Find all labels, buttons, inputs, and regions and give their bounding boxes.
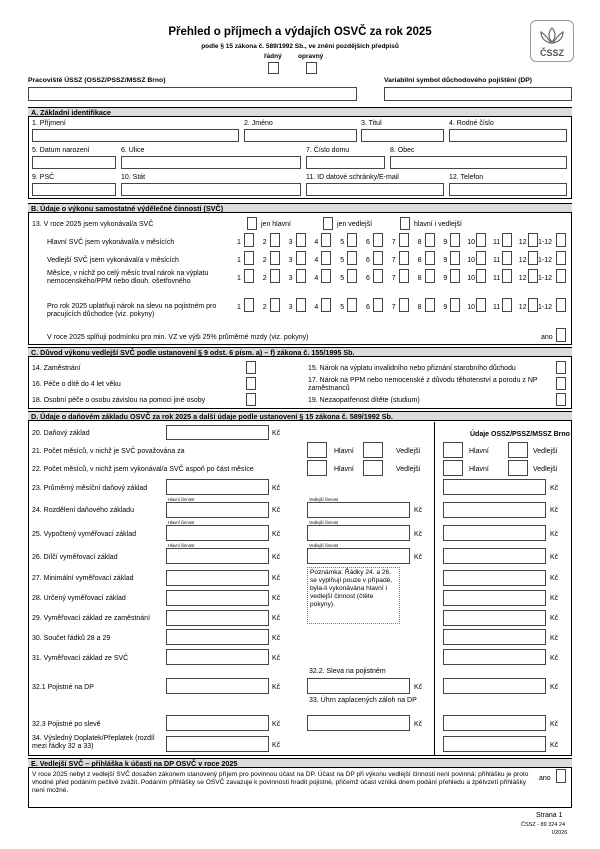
month-checkbox-nemoc-9[interactable] bbox=[450, 269, 460, 283]
row27-sssz-kc: Kč bbox=[550, 575, 559, 582]
input-obec[interactable] bbox=[390, 156, 567, 169]
month-label: 3 bbox=[288, 239, 293, 246]
month-checkbox-vedlejsi-10[interactable] bbox=[476, 251, 486, 265]
month-checkbox-sleva-11[interactable] bbox=[502, 298, 512, 312]
row24-vedlejsi-kc: Kč bbox=[414, 507, 423, 514]
row25-vedlejsi-kc: Kč bbox=[414, 531, 423, 538]
month-checkbox-hlavni-11[interactable] bbox=[502, 233, 512, 247]
input-row26-hlavni[interactable] bbox=[166, 548, 269, 564]
label-opravny: opravný bbox=[298, 53, 324, 60]
all-months-label: 1-12 bbox=[538, 239, 553, 246]
month-checkbox-vedlejsi-6[interactable] bbox=[373, 251, 383, 265]
month-label: 2 bbox=[262, 304, 267, 311]
row26-hlavni-kc: Kč bbox=[272, 554, 281, 561]
field-label-jmeno: 2. Jméno bbox=[244, 120, 273, 127]
input-row22-vedlejsi[interactable] bbox=[363, 460, 383, 476]
row18-label: 18. Osobní péče o osobu závislou na pomoci jiné osoby bbox=[32, 397, 206, 404]
month-label: 4 bbox=[314, 275, 319, 282]
note-text: Poznámka: Řádky 24. a 26. se vyplňují pouze v případě, byla-li vykonávána hlavní i vedlejší činnost (čtěte pokyny). bbox=[310, 569, 393, 609]
row21-sssz-vedlejsi-label: Vedlejší bbox=[533, 448, 558, 455]
month-checkbox-nemoc-4[interactable] bbox=[321, 269, 331, 283]
row27-kc: Kč bbox=[272, 575, 281, 582]
row24-small-hlavni: Hlavní činnost bbox=[168, 497, 195, 502]
input-row22-hlavni[interactable] bbox=[307, 460, 327, 476]
checkbox-row15[interactable] bbox=[556, 361, 566, 374]
input-row22-sssz-vedlejsi[interactable] bbox=[508, 460, 528, 476]
cssz-logo-text: ČSSZ bbox=[539, 48, 564, 58]
checkbox-jen-hlavni[interactable] bbox=[247, 217, 257, 230]
label-radny: řádný bbox=[264, 53, 282, 60]
row22-sssz-vedlejsi-label: Vedlejší bbox=[533, 466, 558, 473]
month-checkbox-nemoc-2[interactable] bbox=[270, 269, 280, 283]
row32-1-label: 32.1 Pojistné na DP bbox=[32, 684, 94, 691]
row33-label: 33. Úhrn zaplacených záloh na DP bbox=[309, 697, 417, 704]
all-months-label: 1-12 bbox=[538, 304, 553, 311]
input-row23-sssz[interactable] bbox=[443, 479, 546, 495]
input-telefon[interactable] bbox=[449, 183, 567, 196]
field-label-obec: 8. Obec bbox=[390, 147, 415, 154]
row-nemoc-label: Měsíce, v nichž po celý měsíc trval nárok na výplatu nemocenského/PPM nebo dlouh. ošetřovného bbox=[47, 270, 209, 286]
footer-code: ČSSZ - 89 324 24 bbox=[521, 822, 566, 828]
month-checkbox-nemoc-12[interactable] bbox=[528, 269, 538, 283]
cssz-logo-mark-icon bbox=[531, 24, 573, 48]
row26-sssz-kc: Kč bbox=[550, 554, 559, 561]
month-checkbox-vedlejsi-1[interactable] bbox=[244, 251, 254, 265]
month-label: 8 bbox=[417, 275, 422, 282]
varsym-label: Variabilní symbol důchodového pojištění (DP) bbox=[384, 77, 533, 84]
checkbox-jen-vedlejsi[interactable] bbox=[323, 217, 333, 230]
month-label: 5 bbox=[340, 304, 345, 311]
section-c-header: C. Důvod výkonu vedlejší SVČ podle ustanovení § 9 odst. 6 písm. a) – f) zákona č. 155/1995 Sb. bbox=[28, 347, 572, 357]
month-label: 5 bbox=[340, 257, 345, 264]
varsym-input[interactable] bbox=[384, 87, 572, 101]
all-months-checkbox-hlavni[interactable] bbox=[556, 233, 566, 247]
label-jen-hlavni: jen hlavní bbox=[261, 221, 291, 228]
footer-page: Strana 1 bbox=[536, 812, 563, 819]
month-checkbox-sleva-1[interactable] bbox=[244, 298, 254, 312]
form-title: Přehled o příjmech a výdajích OSVČ za rok 2025 bbox=[168, 26, 432, 38]
field-label-cislo-domu: 7. Číslo domu bbox=[306, 147, 350, 154]
row23-kc: Kč bbox=[272, 485, 281, 492]
input-stat[interactable] bbox=[121, 183, 301, 196]
field-label-datum-narozeni: 5. Datum narození bbox=[32, 147, 90, 154]
checkbox-row14[interactable] bbox=[246, 361, 256, 374]
month-checkbox-hlavni-10[interactable] bbox=[476, 233, 486, 247]
row31-kc: Kč bbox=[272, 655, 281, 662]
row21-hlavni-label: Hlavní bbox=[334, 448, 354, 455]
row22-label: 22. Počet měsíců, v nichž jsem vykonával/a SVČ aspoň po část měsíce bbox=[32, 466, 254, 473]
row31-sssz-kc: Kč bbox=[550, 655, 559, 662]
month-checkbox-vedlejsi-11[interactable] bbox=[502, 251, 512, 265]
row30-kc: Kč bbox=[272, 635, 281, 642]
month-checkbox-sleva-12[interactable] bbox=[528, 298, 538, 312]
vz-note: V roce 2025 splňuji podmínku pro min. VZ ve výši 25% průměrné mzdy (viz. pokyny) bbox=[47, 334, 309, 341]
month-label: 10 bbox=[467, 257, 475, 264]
month-label: 5 bbox=[340, 239, 345, 246]
input-ulice[interactable] bbox=[121, 156, 301, 169]
input-row32-3[interactable] bbox=[166, 715, 269, 731]
row24-hlavni-kc: Kč bbox=[272, 507, 281, 514]
input-titul[interactable] bbox=[361, 129, 444, 142]
row22-vedlejsi-label: Vedlejší bbox=[396, 466, 421, 473]
month-checkbox-nemoc-5[interactable] bbox=[347, 269, 357, 283]
footer-version: I/2026 bbox=[552, 830, 568, 836]
month-label: 10 bbox=[467, 239, 475, 246]
input-row24-sssz[interactable] bbox=[443, 502, 546, 518]
month-checkbox-hlavni-9[interactable] bbox=[450, 233, 460, 247]
checkbox-opravny[interactable] bbox=[306, 62, 317, 74]
row26-label: 26. Dílčí vyměřovací základ bbox=[32, 554, 118, 561]
month-checkbox-nemoc-11[interactable] bbox=[502, 269, 512, 283]
month-checkbox-vedlejsi-4[interactable] bbox=[321, 251, 331, 265]
row28-sssz-kc: Kč bbox=[550, 595, 559, 602]
input-row33[interactable] bbox=[307, 715, 410, 731]
input-row27-sssz[interactable] bbox=[443, 570, 546, 586]
workplace-label: Pracoviště ÚSSZ (OSSZ/PSSZ/MSSZ Brno) bbox=[28, 77, 166, 84]
input-row30-sssz[interactable] bbox=[443, 629, 546, 645]
month-checkbox-hlavni-1[interactable] bbox=[244, 233, 254, 247]
month-checkbox-nemoc-3[interactable] bbox=[296, 269, 306, 283]
month-label: 4 bbox=[314, 239, 319, 246]
input-row31-sssz[interactable] bbox=[443, 649, 546, 665]
row19-label: 19. Nezaopatřenost dítěte (studium) bbox=[308, 397, 420, 404]
row26-small-hlavni: Hlavní činnost bbox=[168, 543, 195, 548]
input-row21-sssz-hlavni[interactable] bbox=[443, 442, 463, 458]
row33-kc: Kč bbox=[414, 721, 423, 728]
checkbox-row18[interactable] bbox=[246, 393, 256, 406]
month-label: 7 bbox=[391, 275, 396, 282]
row32-1-kc: Kč bbox=[272, 684, 281, 691]
month-label: 3 bbox=[288, 257, 293, 264]
input-row28-sssz[interactable] bbox=[443, 590, 546, 606]
input-row23[interactable] bbox=[166, 479, 269, 495]
row29-label: 29. Vyměřovací základ ze zaměstnání bbox=[32, 615, 151, 622]
row30-label: 30. Součet řádků 28 a 29 bbox=[32, 635, 111, 642]
month-label: 2 bbox=[262, 257, 267, 264]
input-row26-sssz[interactable] bbox=[443, 548, 546, 564]
month-checkbox-nemoc-1[interactable] bbox=[244, 269, 254, 283]
field-label-telefon: 12. Telefon bbox=[449, 174, 484, 181]
month-label: 11 bbox=[493, 239, 501, 246]
all-months-label: 1-12 bbox=[538, 257, 553, 264]
row-hlavni-label: Hlavní SVČ jsem vykonával/a v měsících bbox=[47, 239, 175, 246]
row26-vedlejsi-kc: Kč bbox=[414, 554, 423, 561]
section-b-header: B. Údaje o výkonu samostatné výdělečné činnosti (SVČ) bbox=[28, 203, 572, 213]
sssz-column-title: Údaje OSSZ/PSSZ/MSSZ Brno bbox=[470, 431, 570, 438]
section-e-ano-label: ano bbox=[539, 775, 551, 782]
row30-sssz-kc: Kč bbox=[550, 635, 559, 642]
input-row24-vedlejsi[interactable] bbox=[307, 502, 410, 518]
row31-label: 31. Vyměřovací základ ze SVČ bbox=[32, 655, 129, 662]
input-row26-vedlejsi[interactable] bbox=[307, 548, 410, 564]
row16-label: 16. Péče o dítě do 4 let věku bbox=[32, 381, 121, 388]
input-row21-vedlejsi[interactable] bbox=[363, 442, 383, 458]
input-rodne-cislo[interactable] bbox=[449, 129, 567, 142]
row33-sssz-kc: Kč bbox=[550, 721, 559, 728]
input-row34-sssz[interactable] bbox=[443, 736, 546, 752]
month-label: 11 bbox=[493, 275, 501, 282]
row24-label: 24. Rozdělení daňového základu bbox=[32, 507, 134, 514]
row15-label: 15. Nárok na výplatu invalidního nebo přiznání starobního důchodu bbox=[308, 365, 516, 372]
row32-3-label: 32.3 Pojistné po slevě bbox=[32, 721, 101, 728]
row29-sssz-kc: Kč bbox=[550, 615, 559, 622]
month-label: 8 bbox=[417, 304, 422, 311]
month-label: 10 bbox=[467, 275, 475, 282]
month-label: 6 bbox=[366, 304, 370, 311]
input-jmeno[interactable] bbox=[244, 129, 357, 142]
month-checkbox-sleva-9[interactable] bbox=[450, 298, 460, 312]
month-label: 1 bbox=[237, 257, 241, 264]
row23-sssz-kc: Kč bbox=[550, 485, 559, 492]
month-checkbox-hlavni-7[interactable] bbox=[399, 233, 409, 247]
month-checkbox-vedlejsi-8[interactable] bbox=[425, 251, 435, 265]
row21-vedlejsi-label: Vedlejší bbox=[396, 448, 421, 455]
input-cislo-domu[interactable] bbox=[306, 156, 385, 169]
field-label-psc: 9. PSČ bbox=[32, 174, 55, 181]
month-checkbox-vedlejsi-2[interactable] bbox=[270, 251, 280, 265]
month-checkbox-sleva-8[interactable] bbox=[425, 298, 435, 312]
month-label: 8 bbox=[417, 239, 422, 246]
input-row25-sssz[interactable] bbox=[443, 525, 546, 541]
row23-label: 23. Průměrný měsíční daňový základ bbox=[32, 485, 148, 492]
month-checkbox-nemoc-6[interactable] bbox=[373, 269, 383, 283]
input-datum-narozeni[interactable] bbox=[32, 156, 116, 169]
row25-sssz-kc: Kč bbox=[550, 531, 559, 538]
row34-sssz-kc: Kč bbox=[550, 742, 559, 749]
month-checkbox-hlavni-12[interactable] bbox=[528, 233, 538, 247]
input-row33-sssz[interactable] bbox=[443, 715, 546, 731]
month-label: 6 bbox=[366, 275, 370, 282]
month-label: 11 bbox=[493, 304, 501, 311]
input-psc[interactable] bbox=[32, 183, 116, 196]
month-label: 7 bbox=[391, 239, 396, 246]
input-row25-vedlejsi[interactable] bbox=[307, 525, 410, 541]
row34-kc: Kč bbox=[272, 742, 281, 749]
all-months-label: 1-12 bbox=[538, 275, 553, 282]
month-checkbox-sleva-4[interactable] bbox=[321, 298, 331, 312]
row28-kc: Kč bbox=[272, 595, 281, 602]
section-d-divider bbox=[434, 422, 435, 756]
form-subtitle: podle § 15 zákona č. 589/1992 Sb., ve znění pozdějších předpisů bbox=[201, 43, 399, 50]
input-row24-hlavni[interactable] bbox=[166, 502, 269, 518]
month-checkbox-hlavni-8[interactable] bbox=[425, 233, 435, 247]
month-label: 9 bbox=[443, 275, 448, 282]
month-checkbox-sleva-6[interactable] bbox=[373, 298, 383, 312]
month-label: 8 bbox=[417, 257, 422, 264]
input-row21-hlavni[interactable] bbox=[307, 442, 327, 458]
field-label-prijmeni: 1. Příjmení bbox=[32, 120, 66, 127]
row20-label: 20. Daňový základ bbox=[32, 430, 90, 437]
section-a-header: A. Základní identifikace bbox=[28, 107, 572, 117]
row21-label: 21. Počet měsíců, v nichž je SVČ považována za bbox=[32, 448, 185, 455]
all-months-checkbox-nemoc[interactable] bbox=[556, 269, 566, 283]
checkbox-hlavni-i-vedlejsi[interactable] bbox=[400, 217, 410, 230]
month-label: 1 bbox=[237, 239, 241, 246]
vz-ano-label: ano bbox=[541, 334, 553, 341]
month-label: 3 bbox=[288, 304, 293, 311]
input-row21-sssz-vedlejsi[interactable] bbox=[508, 442, 528, 458]
month-label: 12 bbox=[518, 239, 527, 246]
row17-label: 17. Nárok na PPM nebo nemocenské z důvodu těhotenství a porodu z NP zaměstnanců bbox=[308, 377, 538, 393]
input-prijmeni[interactable] bbox=[32, 129, 239, 142]
row32-sssz-kc: Kč bbox=[550, 684, 559, 691]
row32-3-kc: Kč bbox=[272, 721, 281, 728]
field-label-rodne-cislo: 4. Rodné číslo bbox=[449, 120, 494, 127]
input-row29[interactable] bbox=[166, 610, 269, 626]
row21-sssz-hlavni-label: Hlavní bbox=[469, 448, 489, 455]
month-checkbox-vedlejsi-12[interactable] bbox=[528, 251, 538, 265]
input-row31[interactable] bbox=[166, 649, 269, 665]
checkbox-row16[interactable] bbox=[246, 377, 256, 390]
month-checkbox-vedlejsi-7[interactable] bbox=[399, 251, 409, 265]
row32-2-kc: Kč bbox=[414, 684, 423, 691]
row22-hlavni-label: Hlavní bbox=[334, 466, 354, 473]
row22-sssz-hlavni-label: Hlavní bbox=[469, 466, 489, 473]
input-row32-sssz[interactable] bbox=[443, 678, 546, 694]
month-label: 5 bbox=[340, 275, 345, 282]
input-row25-hlavni[interactable] bbox=[166, 525, 269, 541]
label-hlavni-i-vedlejsi: hlavní i vedlejší bbox=[414, 221, 462, 228]
checkbox-section-e-ano[interactable] bbox=[556, 769, 566, 783]
row20-kc: Kč bbox=[272, 430, 281, 437]
month-checkbox-sleva-2[interactable] bbox=[270, 298, 280, 312]
row-vedlejsi-label: Vedlejší SVČ jsem vykonával/a v měsících bbox=[47, 257, 179, 264]
row24-small-vedlejsi: Vedlejší činnost bbox=[309, 497, 339, 502]
section-d-header: D. Údaje o daňovém základu OSVČ za rok 2025 a další údaje podle ustanovení § 15 zákona č. 589/1992 Sb. bbox=[28, 411, 572, 421]
month-label: 4 bbox=[314, 304, 319, 311]
row13-label: 13. V roce 2025 jsem vykonával/a SVČ bbox=[32, 221, 154, 228]
input-datova-schranka[interactable] bbox=[306, 183, 444, 196]
input-row34[interactable] bbox=[166, 736, 269, 752]
month-label: 12 bbox=[518, 257, 527, 264]
all-months-checkbox-sleva[interactable] bbox=[556, 298, 566, 312]
row26-small-vedlejsi: Vedlejší činnost bbox=[309, 543, 339, 548]
month-checkbox-sleva-7[interactable] bbox=[399, 298, 409, 312]
row34-label: 34. Výsledný Doplatek/Přeplatek (rozdíl mezi řádky 32 a 33) bbox=[32, 735, 155, 751]
month-checkbox-nemoc-8[interactable] bbox=[425, 269, 435, 283]
field-label-datova-schranka: 11. ID datové schránky/E-mail bbox=[306, 174, 399, 181]
month-label: 10 bbox=[467, 304, 475, 311]
month-checkbox-hlavni-5[interactable] bbox=[347, 233, 357, 247]
row-sleva-label: Pro rok 2025 uplatňuji nárok na slevu na pojistném pro pracujících důchodce (viz. pokyny) bbox=[47, 303, 217, 319]
field-label-ulice: 6. Ulice bbox=[121, 147, 145, 154]
month-label: 1 bbox=[237, 304, 241, 311]
month-checkbox-vedlejsi-3[interactable] bbox=[296, 251, 306, 265]
input-row20[interactable] bbox=[166, 425, 269, 440]
checkbox-radny[interactable] bbox=[268, 62, 279, 74]
input-row32-1[interactable] bbox=[166, 678, 269, 694]
month-label: 7 bbox=[391, 304, 396, 311]
month-label: 9 bbox=[443, 257, 448, 264]
month-label: 7 bbox=[391, 257, 396, 264]
month-label: 11 bbox=[493, 257, 501, 264]
month-label: 6 bbox=[366, 239, 370, 246]
row24-sssz-kc: Kč bbox=[550, 507, 559, 514]
input-row22-sssz-hlavni[interactable] bbox=[443, 460, 463, 476]
row25-hlavni-kc: Kč bbox=[272, 531, 281, 538]
all-months-checkbox-vedlejsi[interactable] bbox=[556, 251, 566, 265]
month-checkbox-vedlejsi-9[interactable] bbox=[450, 251, 460, 265]
month-checkbox-hlavni-6[interactable] bbox=[373, 233, 383, 247]
section-e-text: V roce 2025 nebyl z vedlejší SVČ dosažen zákonem stanovený příjem pro povinnou účast na DP. Účast na DP při výkonu vedlejší činnosti není povinná; přihlášku je proto vhodné před podáním pečlivě zvážit. Podáním přihlášky se OSVČ zavazuje k povinnosti hradit pojistné, přičemž účast vzniká dnem podání přehledu a zpětvzetí přihlášky není možné. bbox=[32, 771, 529, 794]
month-checkbox-sleva-5[interactable] bbox=[347, 298, 357, 312]
month-label: 9 bbox=[443, 304, 448, 311]
row28-label: 28. Určený vyměřovací základ bbox=[32, 595, 126, 602]
input-row27[interactable] bbox=[166, 570, 269, 586]
checkbox-row19[interactable] bbox=[556, 393, 566, 406]
month-checkbox-hlavni-2[interactable] bbox=[270, 233, 280, 247]
row27-label: 27. Minimální vyměřovací základ bbox=[32, 575, 134, 582]
row29-kc: Kč bbox=[272, 615, 281, 622]
field-label-stat: 10. Stát bbox=[121, 174, 146, 181]
month-checkbox-hlavni-3[interactable] bbox=[296, 233, 306, 247]
field-label-titul: 3. Titul bbox=[361, 120, 382, 127]
row25-label: 25. Vypočtený vyměřovací základ bbox=[32, 531, 137, 538]
row25-small-hlavni: Hlavní činnost bbox=[168, 520, 195, 525]
row32-2-label: 32.2. Sleva na pojistném bbox=[309, 668, 386, 675]
input-row30[interactable] bbox=[166, 629, 269, 645]
month-label: 4 bbox=[314, 257, 319, 264]
month-checkbox-sleva-10[interactable] bbox=[476, 298, 486, 312]
workplace-input[interactable] bbox=[28, 87, 357, 101]
month-checkbox-vedlejsi-5[interactable] bbox=[347, 251, 357, 265]
month-checkbox-nemoc-10[interactable] bbox=[476, 269, 486, 283]
month-label: 2 bbox=[262, 239, 267, 246]
checkbox-row17[interactable] bbox=[556, 377, 566, 390]
month-checkbox-hlavni-4[interactable] bbox=[321, 233, 331, 247]
row25-small-vedlejsi: Vedlejší činnost bbox=[309, 520, 339, 525]
month-label: 12 bbox=[518, 275, 527, 282]
month-label: 1 bbox=[237, 275, 241, 282]
month-checkbox-nemoc-7[interactable] bbox=[399, 269, 409, 283]
checkbox-vz-ano[interactable] bbox=[556, 328, 566, 342]
label-jen-vedlejsi: jen vedlejší bbox=[337, 221, 373, 228]
row14-label: 14. Zaměstnání bbox=[32, 365, 81, 372]
month-label: 12 bbox=[518, 304, 527, 311]
month-label: 3 bbox=[288, 275, 293, 282]
month-label: 9 bbox=[443, 239, 448, 246]
month-label: 6 bbox=[366, 257, 370, 264]
month-label: 2 bbox=[262, 275, 267, 282]
cssz-logo bbox=[530, 20, 574, 62]
input-row32-2[interactable] bbox=[307, 678, 410, 694]
input-row28[interactable] bbox=[166, 590, 269, 606]
input-row29-sssz[interactable] bbox=[443, 610, 546, 626]
section-e-header: E. Vedlejší SVČ – přihláška k účasti na DP OSVČ v roce 2025 bbox=[28, 758, 572, 768]
month-checkbox-sleva-3[interactable] bbox=[296, 298, 306, 312]
